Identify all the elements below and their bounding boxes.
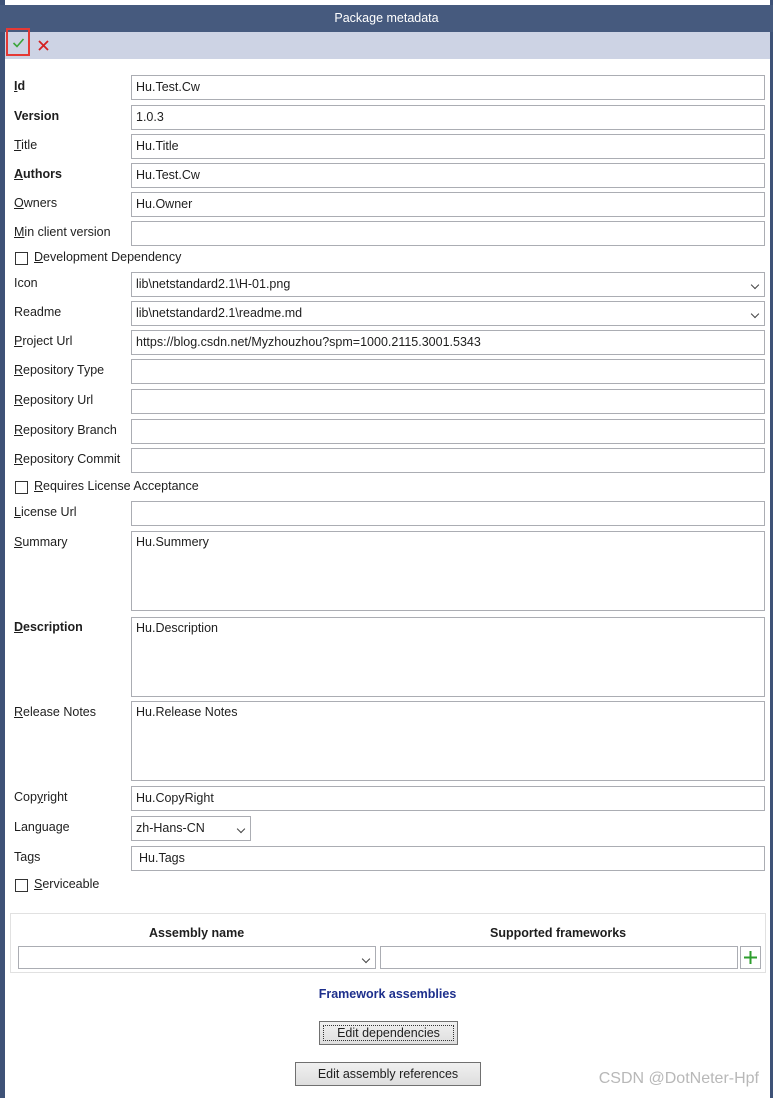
edit-assembly-references-button[interactable]	[295, 1062, 481, 1086]
supported-frameworks-field[interactable]	[380, 946, 738, 969]
readme-select[interactable]	[131, 301, 765, 326]
language-select-value: zh-Hans-CN	[136, 821, 205, 835]
development-dependency-checkbox[interactable]	[15, 252, 28, 265]
repository-commit-label: Repository Commit	[14, 452, 121, 466]
assemblies-panel	[10, 913, 766, 973]
repository-branch-label: Repository Branch	[14, 423, 117, 437]
authors-field[interactable]: Hu.Test.Cw	[131, 163, 765, 188]
license-url-label: License Url	[14, 505, 77, 519]
version-label: Version	[14, 109, 60, 123]
summary-label: Summary	[14, 535, 68, 549]
copyright-field[interactable]: Hu.CopyRight	[131, 786, 765, 811]
requires-license-label: Requires License Acceptance	[34, 479, 199, 493]
release-notes-label: Release Notes	[14, 705, 96, 719]
tags-label: Tags	[14, 850, 41, 864]
repository-branch-field[interactable]	[131, 419, 765, 444]
assembly-name-header: Assembly name	[149, 926, 245, 940]
title-field[interactable]: Hu.Title	[131, 134, 765, 159]
supported-frameworks-header: Supported frameworks	[490, 926, 627, 940]
serviceable-checkbox[interactable]	[15, 879, 28, 892]
development-dependency-label: Development Dependency	[34, 250, 182, 264]
description-textarea[interactable]: Hu.Description	[131, 617, 765, 697]
focus-rectangle	[323, 1025, 454, 1041]
project-url-field[interactable]: https://blog.csdn.net/Myzhouzhou?spm=1000.2115.3001.5343	[131, 330, 765, 355]
repository-url-label: Repository Url	[14, 393, 94, 407]
add-assembly-button[interactable]	[740, 946, 761, 969]
edit-assembly-references-label: Edit assembly references	[317, 1067, 459, 1081]
language-label: Language	[14, 820, 70, 834]
icon-select-value: lib\netstandard2.1\H-01.png	[136, 277, 291, 291]
id-field[interactable]: Hu.Test.Cw	[131, 75, 765, 100]
title-label: Title	[14, 138, 38, 152]
requires-license-checkbox[interactable]	[15, 481, 28, 494]
readme-select-value: lib\netstandard2.1\readme.md	[136, 306, 303, 320]
close-icon	[37, 39, 50, 52]
description-label: Description	[14, 620, 83, 634]
watermark: CSDN @DotNeter-Hpf	[598, 1070, 759, 1087]
project-url-label: Project Url	[14, 334, 73, 348]
min-client-version-label: Min client version	[14, 225, 111, 239]
edit-dependencies-button[interactable]	[319, 1021, 458, 1045]
window-title: Package metadata	[0, 5, 773, 32]
serviceable-label: Serviceable	[34, 877, 100, 891]
tags-field[interactable]: Hu.Tags	[131, 846, 765, 871]
owners-label: Owners	[14, 196, 58, 210]
readme-label: Readme	[14, 305, 62, 319]
min-client-version-field[interactable]	[131, 221, 765, 246]
ok-button[interactable]	[6, 28, 30, 56]
authors-label: Authors	[14, 167, 62, 181]
repository-type-label: Repository Type	[14, 363, 105, 377]
plus-icon	[743, 950, 758, 965]
edit-dependencies-label: Edit dependencies	[337, 1026, 440, 1040]
version-field[interactable]: 1.0.3	[131, 105, 765, 130]
release-notes-textarea[interactable]: Hu.Release Notes	[131, 701, 765, 781]
assembly-name-select[interactable]	[18, 946, 376, 969]
icon-label: Icon	[14, 276, 38, 290]
metadata-form	[5, 59, 770, 1098]
repository-url-field[interactable]	[131, 389, 765, 414]
copyright-label: Copyright	[14, 790, 68, 804]
cancel-button[interactable]	[32, 33, 54, 58]
repository-type-field[interactable]	[131, 359, 765, 384]
language-select[interactable]	[131, 816, 251, 841]
id-label: Id	[14, 79, 26, 93]
icon-select[interactable]	[131, 272, 765, 297]
owners-field[interactable]: Hu.Owner	[131, 192, 765, 217]
license-url-field[interactable]	[131, 501, 765, 526]
framework-assemblies-label[interactable]: Framework assemblies	[318, 987, 457, 1001]
checkmark-icon	[12, 36, 25, 49]
toolbar	[5, 32, 770, 59]
summary-textarea[interactable]: Hu.Summery	[131, 531, 765, 611]
repository-commit-field[interactable]	[131, 448, 765, 473]
